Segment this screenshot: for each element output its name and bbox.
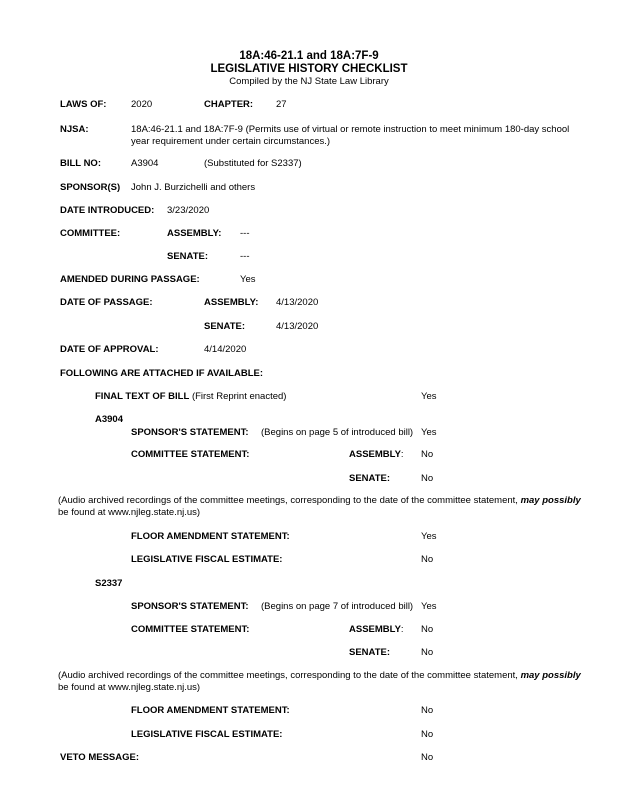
date-introduced-value: 3/23/2020 <box>167 205 210 216</box>
a3904-floor-value: Yes <box>421 531 437 542</box>
amended-label: AMENDED DURING PASSAGE: <box>60 274 200 285</box>
njsa-line1: 18A:46-21.1 and 18A:7F-9 (Permits use of virtual or remote instruction to meet minimum 180-day school <box>131 124 570 135</box>
committee-senate-label: SENATE: <box>167 251 208 262</box>
s2337-heading: S2337 <box>95 578 123 589</box>
audio-note-2 <box>58 670 581 682</box>
amended-value: Yes <box>240 274 256 285</box>
audio-note-2-line2: be found at www.njleg.state.nj.us) <box>58 682 201 693</box>
s2337-fiscal-label: LEGISLATIVE FISCAL ESTIMATE: <box>131 729 283 740</box>
a3904-sponsor-label: SPONSOR'S STATEMENT: <box>131 427 249 438</box>
a3904-committee-label: COMMITTEE STATEMENT: <box>131 449 250 460</box>
passage-senate-label: SENATE: <box>204 321 245 332</box>
njsa-line2: year requirement under certain circumstances.) <box>131 136 331 147</box>
s2337-committee-label: COMMITTEE STATEMENT: <box>131 624 250 635</box>
s2337-sponsor-value: Yes <box>421 601 437 612</box>
date-introduced-label: DATE INTRODUCED: <box>60 205 155 216</box>
veto-value: No <box>421 752 434 763</box>
a3904-sponsor-value: Yes <box>421 427 437 438</box>
a3904-sponsor-note: (Begins on page 5 of introduced bill) <box>261 427 414 438</box>
committee-senate-value: --- <box>240 251 250 262</box>
s2337-fiscal-value: No <box>421 729 434 740</box>
s2337-floor-label: FLOOR AMENDMENT STATEMENT: <box>131 705 290 716</box>
s2337-sponsor-label: SPONSOR'S STATEMENT: <box>131 601 249 612</box>
final-text-note: (First Reprint enacted) <box>191 391 287 402</box>
audio-note-2-emph: may possibly <box>520 670 581 681</box>
a3904-senate-label: SENATE: <box>349 473 390 484</box>
s2337-floor-value: No <box>421 705 434 716</box>
committee-assembly-value: --- <box>240 228 250 239</box>
audio-note-1-line2: be found at www.njleg.state.nj.us) <box>58 507 201 518</box>
njsa-label: NJSA: <box>60 124 89 135</box>
bill-no-note: (Substituted for S2337) <box>204 158 302 169</box>
document-title-line2: LEGISLATIVE HISTORY CHECKLIST <box>210 63 408 75</box>
audio-note-2-text: (Audio archived recordings of the committee meetings, corresponding to the date of the committee statement, <box>58 670 521 681</box>
laws-of-label: LAWS OF: <box>60 99 107 110</box>
compiled-by: Compiled by the NJ State Law Library <box>229 76 389 87</box>
attached-heading: FOLLOWING ARE ATTACHED IF AVAILABLE: <box>60 368 263 379</box>
passage-senate-value: 4/13/2020 <box>276 321 319 332</box>
s2337-sponsor-note: (Begins on page 7 of introduced bill) <box>261 601 414 612</box>
committee-label: COMMITTEE: <box>60 228 121 239</box>
passage-label: DATE OF PASSAGE: <box>60 297 153 308</box>
a3904-floor-label: FLOOR AMENDMENT STATEMENT: <box>131 531 290 542</box>
veto-label: VETO MESSAGE: <box>60 752 140 763</box>
final-text-value: Yes <box>421 391 437 402</box>
audio-note-1-text: (Audio archived recordings of the committee meetings, corresponding to the date of the committee statement, <box>58 495 521 506</box>
s2337-assembly-row <box>349 624 404 636</box>
a3904-assembly-colon: : <box>400 449 404 460</box>
bill-no-value: A3904 <box>131 158 159 169</box>
a3904-fiscal-label: LEGISLATIVE FISCAL ESTIMATE: <box>131 554 283 565</box>
a3904-assembly-value: No <box>421 449 434 460</box>
final-text-row <box>95 391 286 403</box>
s2337-senate-value: No <box>421 647 434 658</box>
approval-value: 4/14/2020 <box>204 344 247 355</box>
s2337-assembly-value: No <box>421 624 434 635</box>
s2337-senate-label: SENATE: <box>349 647 390 658</box>
sponsors-label: SPONSOR(S) <box>60 182 121 193</box>
chapter-value: 27 <box>276 99 287 110</box>
passage-assembly-value: 4/13/2020 <box>276 297 319 308</box>
laws-of-value: 2020 <box>131 99 153 110</box>
bill-no-label: BILL NO: <box>60 158 101 169</box>
audio-note-1 <box>58 495 581 507</box>
a3904-fiscal-value: No <box>421 554 434 565</box>
a3904-assembly-label: ASSEMBLY <box>349 449 401 460</box>
passage-assembly-label: ASSEMBLY: <box>204 297 259 308</box>
committee-assembly-label: ASSEMBLY: <box>167 228 222 239</box>
s2337-assembly-label: ASSEMBLY <box>349 624 401 635</box>
a3904-assembly-row <box>349 449 404 461</box>
approval-label: DATE OF APPROVAL: <box>60 344 159 355</box>
sponsors-value: John J. Burzichelli and others <box>131 182 256 193</box>
s2337-assembly-colon: : <box>400 624 404 635</box>
document-title-line1: 18A:46-21.1 and 18A:7F-9 <box>239 50 379 62</box>
a3904-heading: A3904 <box>95 414 123 425</box>
audio-note-1-emph: may possibly <box>520 495 581 506</box>
chapter-label: CHAPTER: <box>204 99 254 110</box>
final-text-label: FINAL TEXT OF BILL <box>95 391 190 402</box>
a3904-senate-value: No <box>421 473 434 484</box>
